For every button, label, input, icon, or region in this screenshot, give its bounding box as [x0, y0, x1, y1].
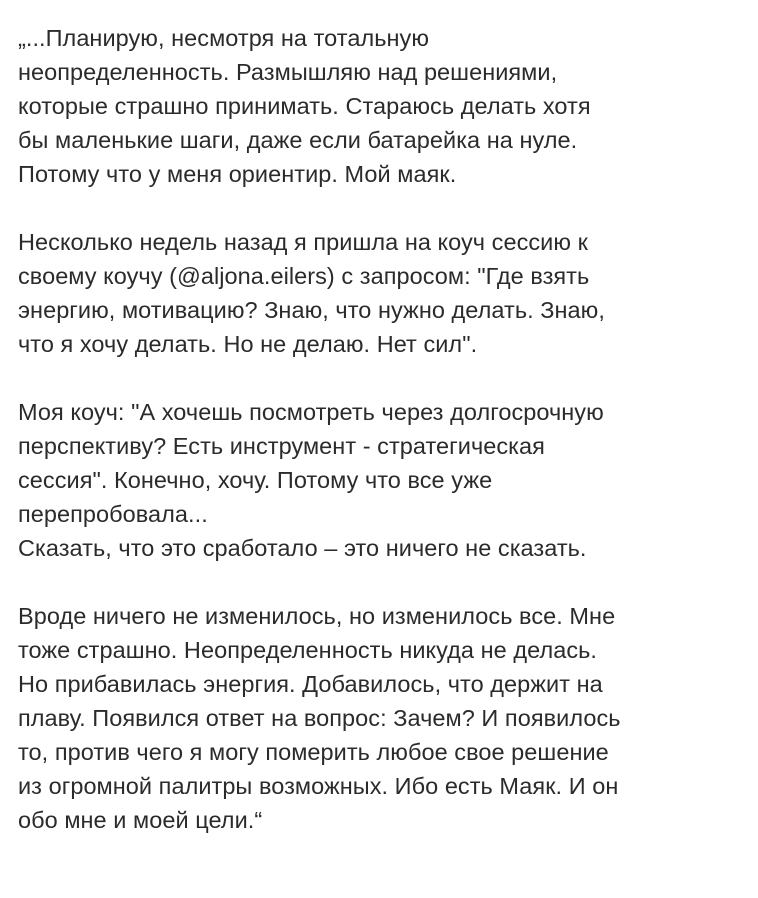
paragraph-3: [18, 395, 743, 565]
text-line: „...Планирую, несмотря на тотальную: [18, 25, 430, 51]
text-line: Моя коуч: "А хочешь посмотреть через долгосрочную: [18, 399, 604, 425]
text-line: обо мне и моей цели.“: [18, 807, 263, 833]
paragraph-1: [18, 21, 743, 191]
text-line: Но прибавилась энергия. Добавилось, что держит на: [18, 671, 603, 697]
text-line: Потому что у меня ориентир. Мой маяк.: [18, 161, 457, 187]
text-line: неопределенность. Размышляю над решениями,: [18, 59, 558, 85]
text-line: что я хочу делать. Но не делаю. Нет сил".: [18, 331, 478, 357]
text-line: Сказать, что это сработало – это ничего не сказать.: [18, 535, 587, 561]
text-line: Несколько недель назад я пришла на коуч сессию к: [18, 229, 588, 255]
text-line: перспективу? Есть инструмент - стратегическая: [18, 433, 545, 459]
text-line: сессия". Конечно, хочу. Потому что все уже: [18, 467, 493, 493]
text-line: из огромной палитры возможных. Ибо есть Маяк. И он: [18, 773, 619, 799]
text-line: перепробовала...: [18, 501, 208, 527]
text-line: бы маленькие шаги, даже если батарейка на нуле.: [18, 127, 578, 153]
text-line: своему коучу (@aljona.eilers) с запросом: "Где взять: [18, 263, 590, 289]
text-line: Вроде ничего не изменилось, но изменилось все. Мне: [18, 603, 616, 629]
text-line: то, против чего я могу померить любое свое решение: [18, 739, 609, 765]
paragraph-2: [18, 225, 743, 361]
post-text: [18, 21, 743, 871]
text-line: энергию, мотивацию? Знаю, что нужно делать. Знаю,: [18, 297, 605, 323]
text-line: плаву. Появился ответ на вопрос: Зачем? И появилось: [18, 705, 621, 731]
text-line: которые страшно принимать. Стараюсь делать хотя: [18, 93, 591, 119]
paragraph-4: [18, 599, 743, 837]
text-line: тоже страшно. Неопределенность никуда не делась.: [18, 637, 597, 663]
